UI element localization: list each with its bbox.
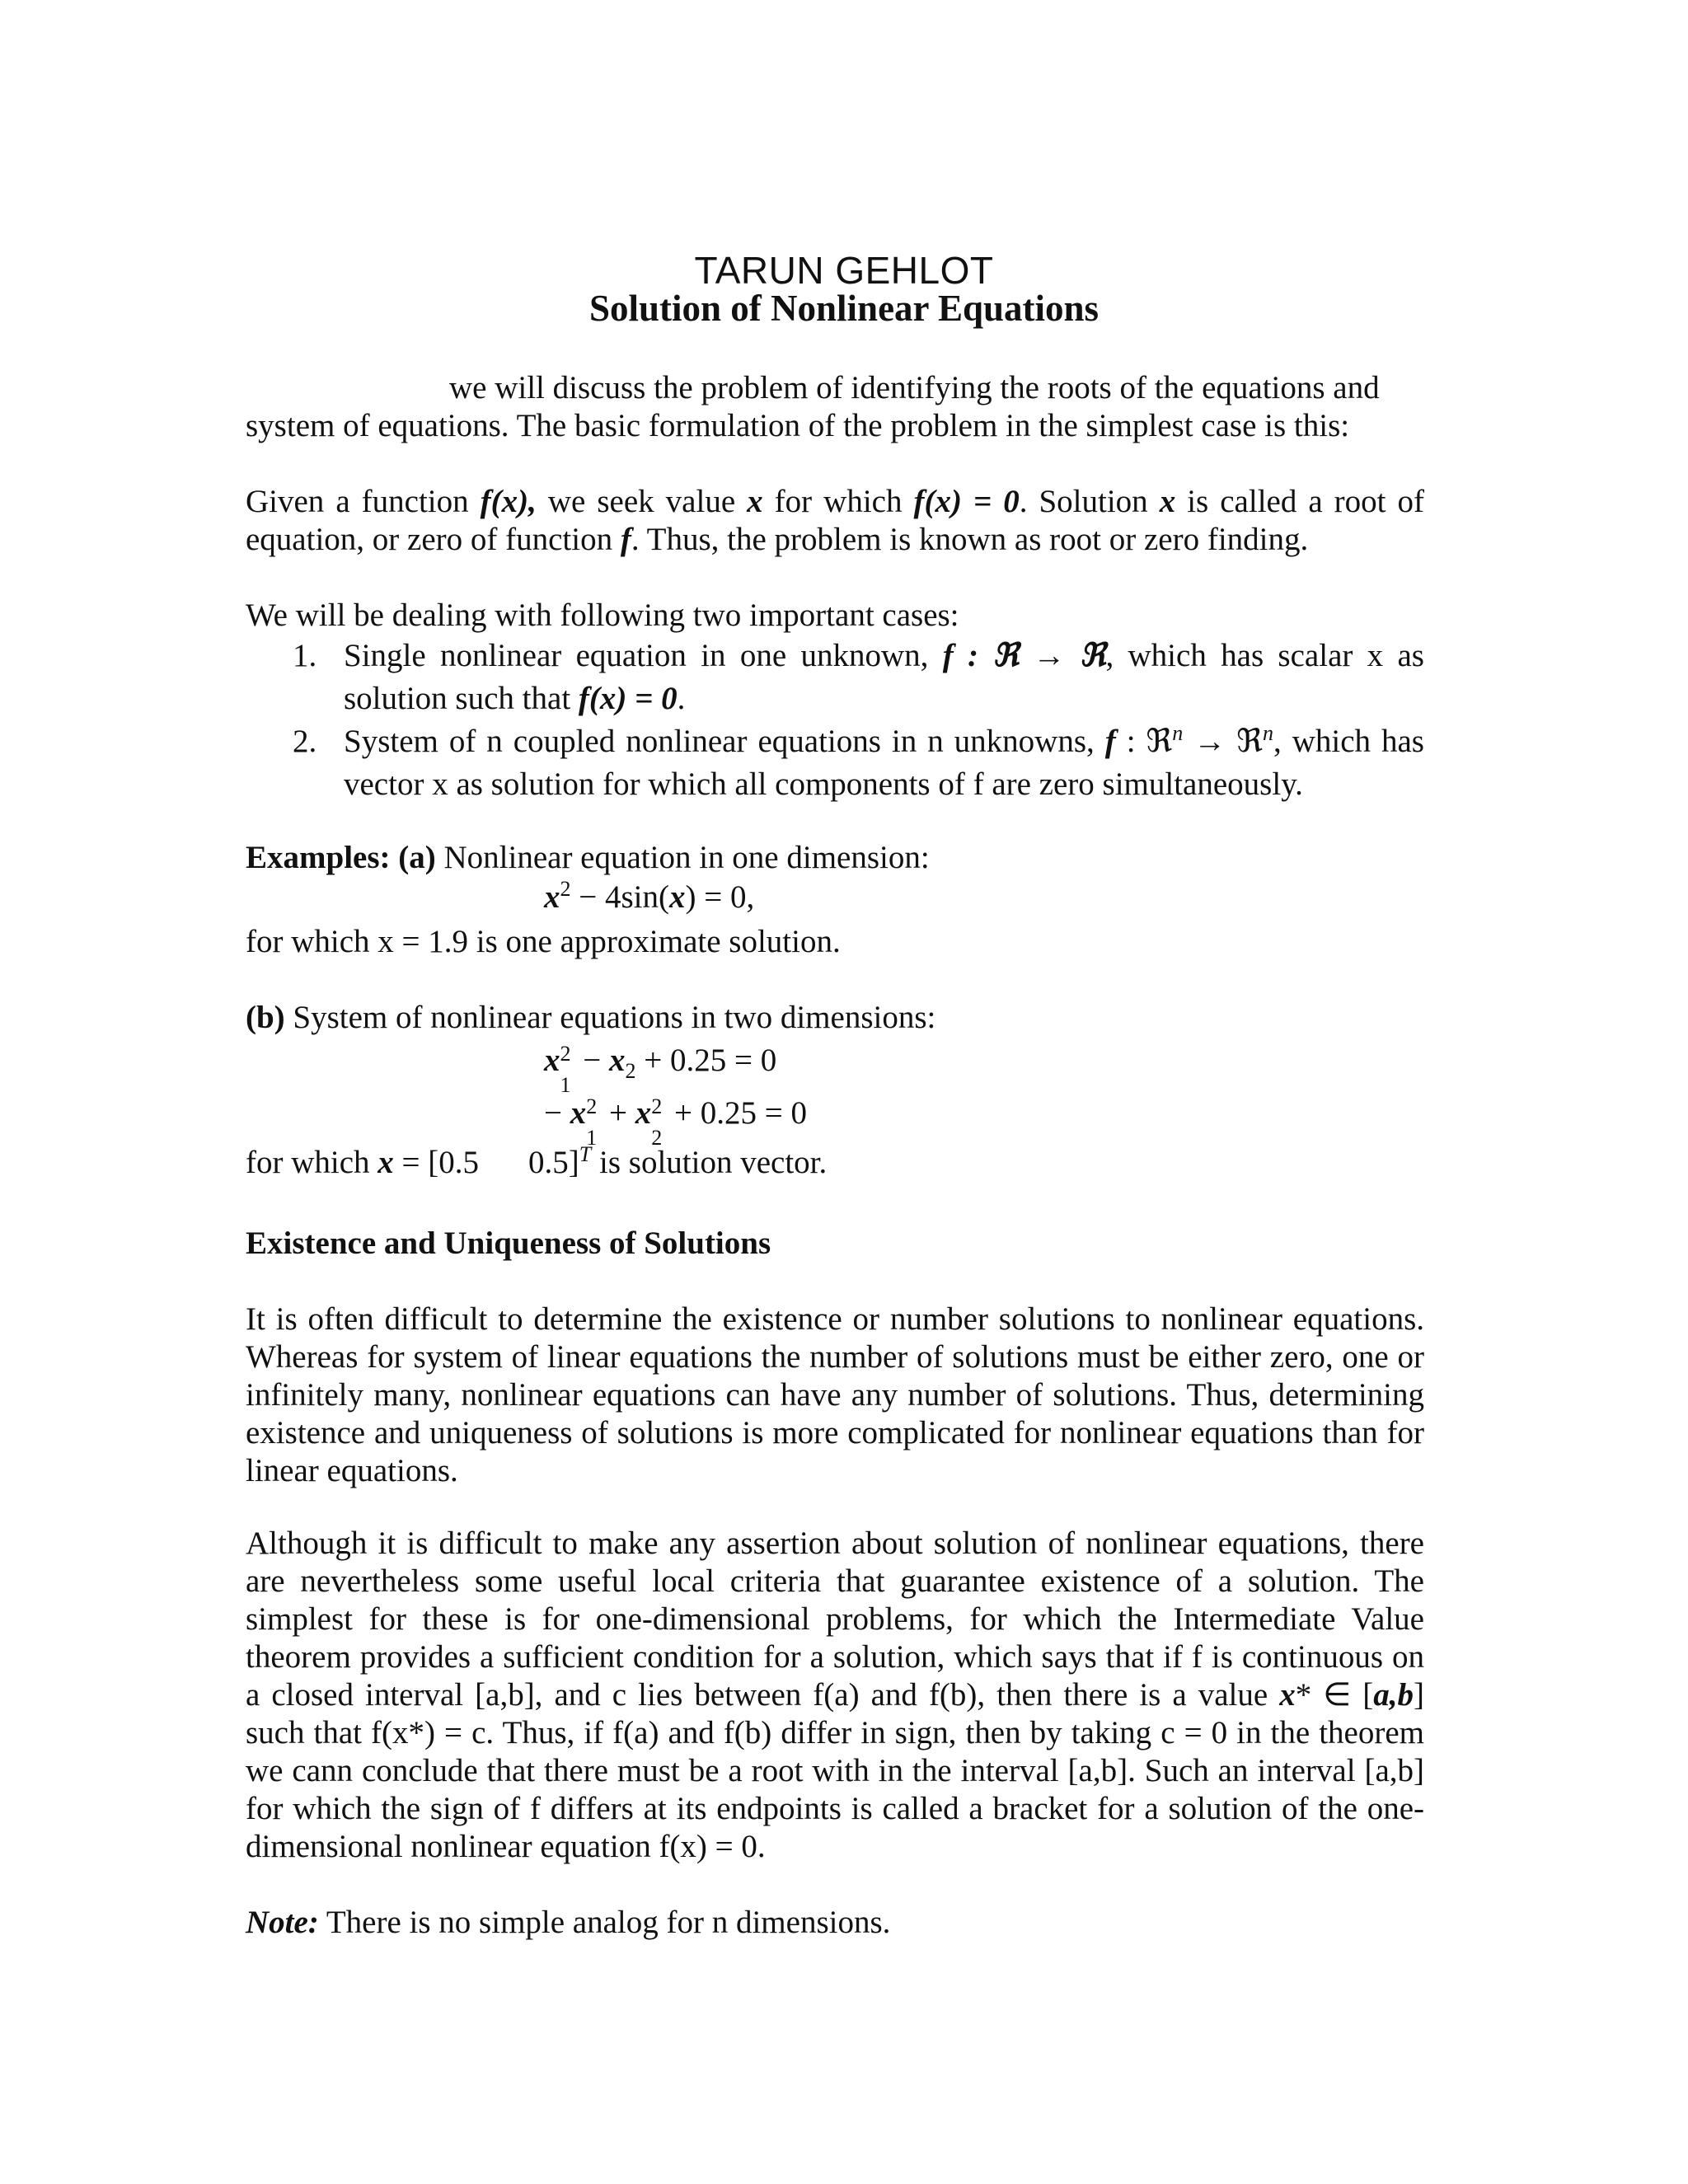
cases-intro: We will be dealing with following two important cases: bbox=[246, 598, 959, 633]
given-line-2: equation, or zero of function f. Thus, the problem is known as root or zero finding. bbox=[246, 522, 1309, 557]
given-line-1: Given a function f(x), we seek value x for which f(x) = 0. Solution x is called a root of bbox=[246, 484, 1425, 519]
examples-a-line: Examples: (a) Nonlinear equation in one dimension: bbox=[246, 840, 930, 875]
list-text-2: System of n coupled nonlinear equations in n unknowns, f : ℜ$^n$ → ℜ$^n$, which has vector x as solution for which all components of f are zero simultaneously. bbox=[344, 721, 1424, 802]
list-item-1 bbox=[293, 635, 1424, 720]
equation-b-1: x 2 1 − $x_2 + 0.25 = 0$ bbox=[544, 1042, 777, 1097]
document-title: Solution of Nonlinear Equations bbox=[588, 288, 1100, 329]
examples-b-line: (b) System of nonlinear equations in two dimensions: bbox=[246, 1000, 936, 1035]
equation-a: $x^2 - 4\sin(x) = 0$, bbox=[544, 877, 755, 915]
list-text-1: Single nonlinear equation in one unknown, f : ℜ → ℜ, which has scalar x as solution such that f(x) = 0. bbox=[344, 638, 1424, 716]
author-name: TARUN GEHLOT bbox=[694, 249, 994, 292]
intro-line-1: we will discuss the problem of identifying the roots of the equations and bbox=[449, 370, 1380, 405]
section-heading-existence: Existence and Uniqueness of Solutions bbox=[246, 1226, 771, 1261]
existence-paragraph-2: Although it is difficult to make any assertion about solution of nonlinear equations, there are nevertheless some useful local criteria that guarantee existence of a solution. The simplest for these is for one-dimensional problems, for which the Intermediate Value theorem provides a sufficient condition for a solution, which says that if f is continuous on a closed interval [a,b], and c lies between f(a) and f(b), then there is a value x* ∈ [a,b] such that f(x*) = c. Thus, if f(a) and f(b) differ in sign, then by taking c = 0 in the theorem we cann conclude that there must be a root with in the interval [a,b]. Such an interval [a,b] for which the sign of f differs at its endpoints is called a bracket for a solution of the one-dimensional nonlinear equation f(x) = 0. bbox=[246, 1526, 1424, 1864]
examples-a-solution: for which x = 1.9 is one approximate solution. bbox=[246, 924, 841, 959]
list-number-1: 1. bbox=[293, 638, 317, 673]
existence-paragraph-1: It is often difficult to determine the existence or number solutions to nonlinear equations. Whereas for system of linear equations the number of solutions must be either zero, one or infinitely many, nonlinear equations can have any number of solutions. Thus, determining existence and uniqueness of solutions is more complicated for nonlinear equations than for linear equations. bbox=[246, 1301, 1424, 1488]
equation-b-2: − x 2 1 + x 2 2 + 0.25 = 0 bbox=[544, 1094, 807, 1150]
intro-line-2: system of equations. The basic formulation of the problem in the simplest case is this: bbox=[246, 408, 1350, 443]
note-line: Note: There is no simple analog for n dimensions. bbox=[246, 1905, 891, 1940]
examples-b-solution: for which x = [0.5 0.5]$^T$ is solution vector. bbox=[246, 1142, 828, 1180]
list-number-2: 2. bbox=[293, 724, 317, 759]
list-item-2 bbox=[293, 720, 1424, 806]
